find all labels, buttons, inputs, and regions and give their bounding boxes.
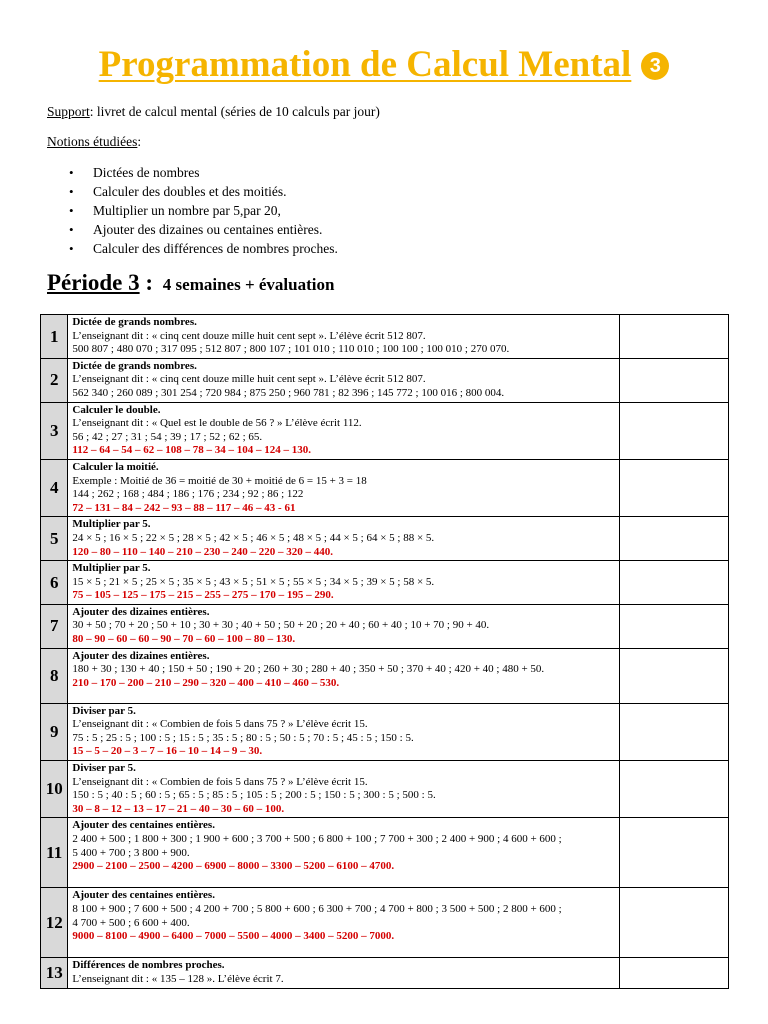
support-text: : livret de calcul mental (séries de 10 calculs par jour) — [89, 104, 380, 119]
row-number: 1 — [41, 315, 68, 359]
calcul-table — [40, 314, 729, 989]
row-answer: 9000 – 8100 – 4900 – 6400 – 7000 – 5500 – 4000 – 3400 – 5200 – 7000. — [72, 930, 395, 943]
row-number: 10 — [41, 761, 68, 818]
row-number: 11 — [41, 818, 68, 888]
row-text-line: L’enseignant dit : « Quel est le double de 56 ? » L’élève écrit 112. — [72, 417, 362, 430]
table-row — [41, 315, 729, 359]
table-row — [41, 402, 729, 459]
row-notes-cell — [620, 703, 729, 760]
row-answer: 75 – 105 – 125 – 175 – 215 – 255 – 275 – 170 – 195 – 290. — [72, 589, 334, 602]
row-content — [68, 517, 620, 561]
row-content — [68, 402, 620, 459]
row-number: 13 — [41, 958, 68, 988]
row-answer: 120 – 80 – 110 – 140 – 210 – 230 – 240 – 220 – 320 – 440. — [72, 545, 334, 558]
row-number: 3 — [41, 402, 68, 459]
row-answer: 210 – 170 – 200 – 210 – 290 – 320 – 400 – 410 – 460 – 530. — [72, 676, 340, 689]
support-line — [47, 103, 380, 120]
row-title: Dictée de grands nombres. — [72, 359, 197, 372]
row-number: 12 — [41, 888, 68, 958]
row-notes-cell — [620, 761, 729, 818]
row-text-line: L’enseignant dit : « Combien de fois 5 dans 75 ? » L’élève écrit 15. — [72, 775, 368, 788]
row-text-line: L’enseignant dit : « cinq cent douze mille huit cent sept ». L’élève écrit 512 807. — [72, 329, 426, 342]
row-text-line: 500 807 ; 480 070 ; 317 095 ; 512 807 ; 800 107 ; 101 010 ; 110 010 ; 100 100 ; 100 010 ; 270 070. — [72, 343, 510, 356]
periode-heading — [47, 268, 334, 300]
row-content — [68, 703, 620, 760]
row-text-line: 180 + 30 ; 130 + 40 ; 150 + 50 ; 190 + 20 ; 260 + 30 ; 280 + 40 ; 350 + 50 ; 370 + 40 ; 420 + 40 ; 480 + 50. — [72, 663, 545, 676]
row-answer: 72 – 131 – 84 – 242 – 93 – 88 – 117 – 46 – 43 - 61 — [72, 501, 296, 514]
row-content — [68, 648, 620, 703]
title-text: Programmation de Calcul Mental — [98, 44, 632, 85]
table-row — [41, 648, 729, 703]
row-text-line: 2 400 + 500 ; 1 800 + 300 ; 1 900 + 600 ; 3 700 + 500 ; 6 800 + 100 ; 7 700 + 300 ; 2 400 + 900 ; 4 600 + 600 ; — [72, 833, 562, 845]
periode-title: Période 3 — [47, 270, 140, 295]
row-title: Diviser par 5. — [72, 704, 136, 717]
row-text-line: 24 × 5 ; 16 × 5 ; 22 × 5 ; 28 × 5 ; 42 × 5 ; 46 × 5 ; 48 × 5 ; 44 × 5 ; 64 × 5 ; 88 × 5. — [72, 531, 435, 544]
row-answer: 15 – 5 – 20 – 3 – 7 – 16 – 10 – 14 – 9 – 30. — [72, 745, 263, 758]
row-number: 2 — [41, 358, 68, 402]
table-row — [41, 818, 729, 888]
row-notes-cell — [620, 888, 729, 958]
periode-colon: : — [139, 270, 154, 295]
notion-item: • Calculer des différences de nombres proches. — [47, 239, 338, 258]
notions-suffix: : — [137, 134, 142, 149]
row-text-line: 144 ; 262 ; 168 ; 484 ; 186 ; 176 ; 234 ; 92 ; 86 ; 122 — [72, 488, 304, 501]
row-text-line: 8 100 + 900 ; 7 600 + 500 ; 4 200 + 700 ; 5 800 + 600 ; 6 300 + 700 ; 4 700 + 800 ; 3 500 + 500 ; 2 800 + 600 ; — [72, 903, 562, 915]
row-title: Ajouter des centaines entières. — [72, 889, 215, 902]
row-notes-cell — [620, 358, 729, 402]
row-notes-cell — [620, 315, 729, 359]
row-notes-cell — [620, 648, 729, 703]
row-text-line: 150 : 5 ; 40 : 5 ; 60 : 5 ; 65 : 5 ; 85 : 5 ; 105 : 5 ; 200 : 5 ; 150 : 5 ; 300 : 5 ; 500 : 5. — [72, 789, 436, 802]
row-number: 4 — [41, 459, 68, 516]
table-row — [41, 703, 729, 760]
row-content — [68, 561, 620, 605]
row-answer: 30 – 8 – 12 – 13 – 17 – 21 – 40 – 30 – 60 – 100. — [72, 802, 285, 815]
table-row — [41, 604, 729, 648]
row-title: Calculer le double. — [72, 403, 161, 416]
row-title: Ajouter des dizaines entières. — [72, 649, 210, 662]
row-title: Multiplier par 5. — [72, 518, 151, 531]
table-body — [41, 315, 729, 989]
row-notes-cell — [620, 561, 729, 605]
row-title: Calculer la moitié. — [72, 460, 159, 473]
row-text-line: 4 700 + 500 ; 6 600 + 400. — [72, 916, 190, 929]
row-content — [68, 888, 620, 958]
row-number: 9 — [41, 703, 68, 760]
row-text-line: L’enseignant dit : « 135 – 128 ». L’élève écrit 7. — [72, 973, 284, 985]
notion-item: • Multiplier un nombre par 5,par 20, — [47, 201, 338, 220]
row-text-line: L’enseignant dit : « Combien de fois 5 dans 75 ? » L’élève écrit 15. — [72, 718, 368, 731]
row-text-line: 56 ; 42 ; 27 ; 31 ; 54 ; 39 ; 17 ; 52 ; 62 ; 65. — [72, 430, 263, 443]
row-number: 6 — [41, 561, 68, 605]
support-label: Support — [47, 104, 90, 119]
notion-item: • Dictées de nombres — [47, 163, 338, 182]
row-title: Diviser par 5. — [72, 762, 136, 775]
table-row — [41, 761, 729, 818]
row-title: Ajouter des dizaines entières. — [72, 605, 210, 618]
row-number: 5 — [41, 517, 68, 561]
row-content — [68, 761, 620, 818]
row-title: Différences de nombres proches. — [72, 959, 225, 972]
row-content — [68, 459, 620, 516]
row-title: Dictée de grands nombres. — [72, 316, 197, 328]
row-answer: 80 – 90 – 60 – 60 – 90 – 70 – 60 – 100 – 80 – 130. — [72, 633, 296, 646]
row-text-line: 5 400 + 700 ; 3 800 + 900. — [72, 846, 190, 859]
row-notes-cell — [620, 818, 729, 888]
row-text-line: L’enseignant dit : « cinq cent douze mille huit cent sept ». L’élève écrit 512 807. — [72, 373, 426, 386]
notion-item: • Ajouter des dizaines ou centaines entières. — [47, 220, 338, 239]
notions-heading — [47, 133, 141, 150]
row-number: 7 — [41, 604, 68, 648]
table-row — [41, 958, 729, 988]
table-row — [41, 561, 729, 605]
row-content — [68, 818, 620, 888]
row-notes-cell — [620, 604, 729, 648]
row-answer: 112 – 64 – 54 – 62 – 108 – 78 – 34 – 104 – 124 – 130. — [72, 444, 312, 457]
row-text-line: Exemple : Moitié de 36 = moitié de 30 + moitié de 6 = 15 + 3 = 18 — [72, 474, 367, 487]
row-content — [68, 358, 620, 402]
table-row — [41, 358, 729, 402]
row-notes-cell — [620, 958, 729, 988]
row-notes-cell — [620, 459, 729, 516]
row-content — [68, 604, 620, 648]
row-notes-cell — [620, 402, 729, 459]
notions-list — [47, 163, 338, 258]
table-row — [41, 517, 729, 561]
row-text-line: 562 340 ; 260 089 ; 301 254 ; 720 984 ; 875 250 ; 960 781 ; 82 396 ; 145 772 ; 100 016 ; 800 004. — [72, 386, 505, 399]
row-content — [68, 315, 620, 359]
table-row — [41, 888, 729, 958]
row-text-line: 30 + 50 ; 70 + 20 ; 50 + 10 ; 30 + 30 ; 40 + 50 ; 50 + 20 ; 20 + 40 ; 60 + 40 ; 10 + 70 ; 90 + 40. — [72, 619, 490, 632]
row-answer: 2900 – 2100 – 2500 – 4200 – 6900 – 8000 – 3300 – 5200 – 6100 – 4700. — [72, 860, 395, 873]
notion-item: • Calculer des doubles et des moitiés. — [47, 182, 338, 201]
row-number: 8 — [41, 648, 68, 703]
notions-label: Notions étudiées — [47, 134, 138, 149]
periode-subtitle: 4 semaines + évaluation — [162, 275, 335, 294]
row-text-line: 75 : 5 ; 25 : 5 ; 100 : 5 ; 15 : 5 ; 35 : 5 ; 80 : 5 ; 50 : 5 ; 70 : 5 ; 45 : 5 ; 150 : 5. — [72, 731, 414, 744]
row-text-line: 15 × 5 ; 21 × 5 ; 25 × 5 ; 35 × 5 ; 43 × 5 ; 51 × 5 ; 55 × 5 ; 34 × 5 ; 39 × 5 ; 58 × 5. — [72, 575, 435, 588]
row-title: Multiplier par 5. — [72, 562, 151, 575]
row-notes-cell — [620, 517, 729, 561]
page-title — [0, 42, 768, 88]
row-title: Ajouter des centaines entières. — [72, 819, 215, 832]
row-content — [68, 958, 620, 988]
table-row — [41, 459, 729, 516]
number-badge: 3 — [641, 52, 669, 80]
